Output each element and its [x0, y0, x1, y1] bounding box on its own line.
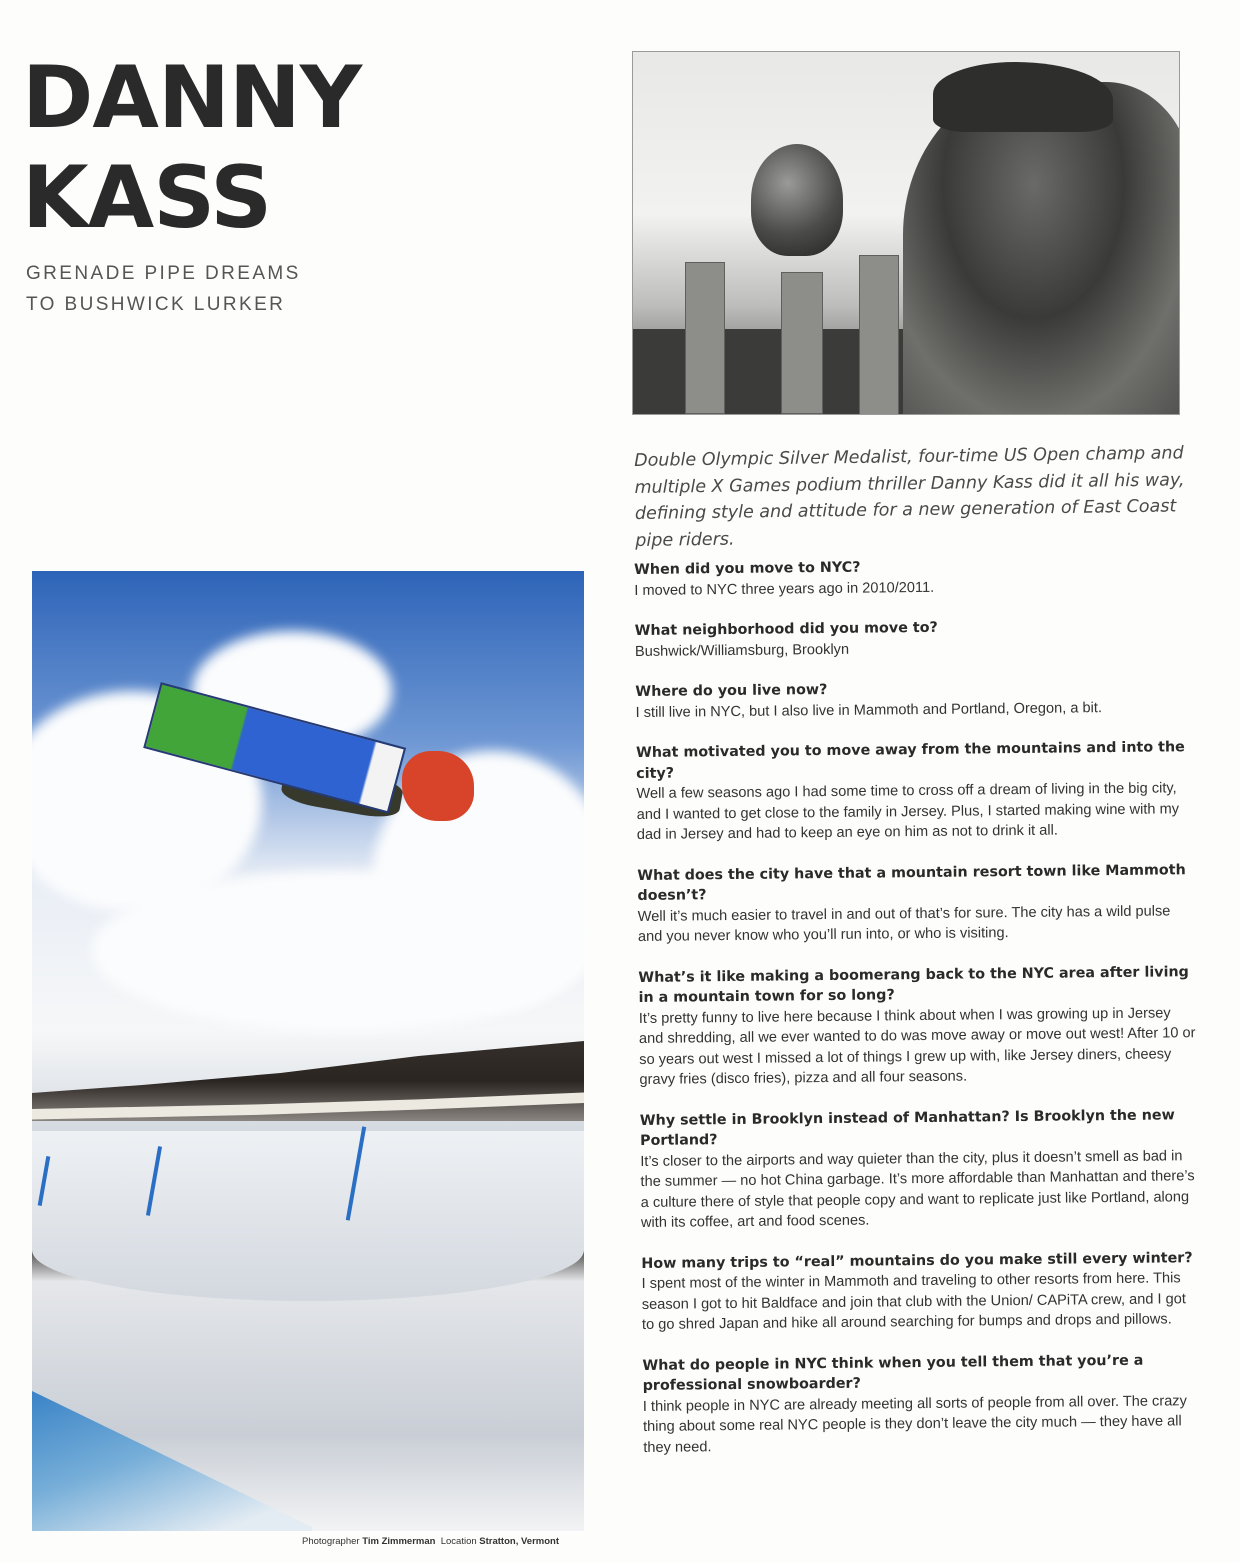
answer: Well it’s much easier to travel in and out of that’s for sure. The city has a wild pulse and you never know who you’ll run into, or who is visiting. [637, 902, 1171, 945]
qa-item [634, 554, 1194, 601]
answer: I moved to NYC three years ago in 2010/2011. [634, 579, 935, 599]
question: What’s it like making a boomerang back to the NYC area after living in a mountain town for so long? [638, 963, 1189, 1006]
caption-photographer: Tim Zimmerman [362, 1536, 436, 1547]
answer: Well a few seasons ago I had some time to cross off a dream of living in the big city, and I wanted to get close to the family in Jersey. Plus, I started making wine with my dad in Jersey and had to keep an eye on him as not to drink it all. [636, 780, 1180, 843]
answer: It’s closer to the airports and way quieter than the city, plus it doesn’t smell as bad in the summer — no hot China garbage. It’s more affordable than Manhattan and there’s a culture there of style that people copy and want to replicate just like Portland, along with its coffee, art and food scenes. [640, 1147, 1195, 1231]
photo-blue-dyed-edge [32, 1391, 312, 1531]
subtitle-line-2: TO BUSHWICK LURKER [26, 294, 286, 315]
photo-halfpipe-wall [32, 1131, 584, 1301]
article-title [22, 48, 361, 248]
answer: I still live in NYC, but I also live in Mammoth and Portland, Oregon, a bit. [635, 699, 1103, 721]
answer: It’s pretty funny to live here because I think about when I was growing up in Jersey and shredding, all we ever wanted to do was move away or move out west! After 10 or so years out west I missed a lot of things I grew up with, like Jersey diners, cheesy gravy fries (disco fries), pizza and all four seasons. [638, 1004, 1196, 1088]
question: What motivated you to move away from the mountains and into the city? [635, 739, 1185, 782]
question: What does the city have that a mountain resort town like Mammoth doesn’t? [637, 861, 1186, 904]
intro-paragraph: Double Olympic Silver Medalist, four-time US Open champ and multiple X Games podium thriller Danny Kass did it all his way, defining style and attitude for a new generation of East Coast pipe riders. [634, 442, 1185, 550]
qa-item [640, 1105, 1201, 1234]
photo-fence-plank [781, 272, 823, 414]
answer: I think people in NYC are already meeting all sorts of people from all over. The crazy thing about some real NYC people is they don’t leave the city much — they have all they need. [642, 1392, 1187, 1456]
photo-cloud [92, 871, 584, 1031]
question: What neighborhood did you move to? [634, 619, 938, 639]
answer: Bushwick/Williamsburg, Brooklyn [634, 641, 850, 660]
question: Why settle in Brooklyn instead of Manhattan? Is Brooklyn the new Portland? [639, 1106, 1175, 1149]
question: What do people in NYC think when you tell them that you’re a professional snowboarder? [642, 1352, 1144, 1394]
question: When did you move to NYC? [634, 559, 861, 578]
qa-item [636, 737, 1197, 845]
portrait-photo [632, 51, 1180, 415]
question: How many trips to “real” mountains do you make still every winter? [641, 1249, 1193, 1272]
title-first-name: DANNY [22, 48, 362, 148]
answer: I spent most of the winter in Mammoth and traveling to other resorts from here. This season I got to hit Baldface and join that club with the Union/ CAPiTA crew, and I got to go shred Japan and hike all around searching for bumps and drops and pillows. [641, 1270, 1186, 1333]
photo-caption [302, 1536, 559, 1547]
qa-item [635, 615, 1195, 662]
action-photo [32, 571, 584, 1531]
photo-fence-plank [685, 262, 725, 414]
article-subtitle [26, 258, 301, 320]
qa-item [635, 676, 1195, 723]
question: Where do you live now? [635, 681, 828, 700]
qa-item [638, 962, 1199, 1091]
interview [634, 554, 1204, 1478]
title-last-name: KASS [22, 148, 272, 248]
subtitle-line-1: GRENADE PIPE DREAMS [26, 263, 301, 284]
photo-cap [933, 62, 1113, 132]
qa-item [637, 860, 1198, 948]
caption-location: Stratton, Vermont [479, 1536, 559, 1547]
caption-photographer-label: Photographer [302, 1536, 360, 1547]
photo-fence-plank [859, 255, 899, 415]
qa-item [642, 1350, 1203, 1458]
caption-location-label: Location [440, 1536, 477, 1547]
photo-skull [751, 144, 843, 256]
photo-rider-jacket [402, 751, 474, 821]
qa-item [641, 1248, 1202, 1336]
